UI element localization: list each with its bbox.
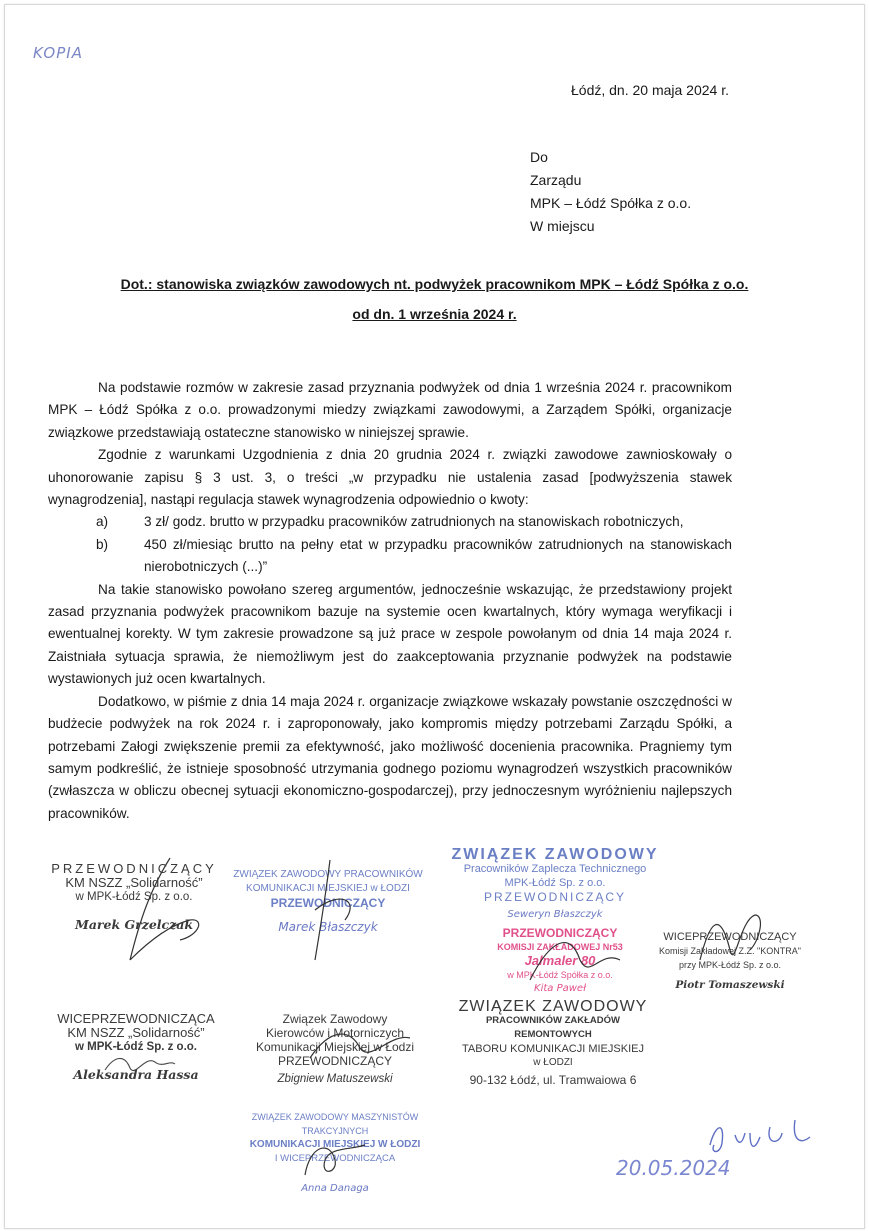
- stamp-line: PRZEWODNICZĄCY: [278, 1054, 392, 1068]
- stamp-line: KOMISJI ZAKŁADOWEJ Nr53: [497, 942, 623, 952]
- stamp-line: WICEPRZEWODNICZĄCA: [57, 1011, 215, 1026]
- date-line: Łódź, dn. 20 maja 2024 r.: [571, 82, 729, 98]
- stamp-line: KM NSZZ „Solidarność”: [65, 875, 203, 890]
- handwritten-signature: [110, 850, 220, 980]
- stamp-line: przy MPK-Łódź Sp. z o.o.: [678, 960, 782, 970]
- handwritten-signature: [680, 900, 780, 980]
- stamp-line: PRZEWODNICZĄCY: [502, 926, 618, 940]
- stamp-line: PRZEWODNICZĄCY: [484, 890, 626, 904]
- list-item: [48, 511, 732, 533]
- subject-line-2: od dn. 1 września 2024 r.: [352, 306, 517, 322]
- paragraph-2: Zgodnie z warunkami Uzgodnienia z dnia 20 grudnia 2024 r. związki zawodowe zawnioskowały o uhonorowanie zapisu § 3 ust. 3, o treści „w przypadku nie ustalenia zasad [podwyższenia stawek wynagrodzenia], nastąpi regulacja stawek wynagrodzenia odpowiednio o kwoty:: [48, 447, 732, 508]
- recipient-address: [530, 146, 691, 238]
- stamp-line: w MPK-Łódź Spółka z o.o.: [507, 970, 613, 980]
- handwritten-signature: [520, 920, 630, 1000]
- letter-body: [48, 377, 732, 825]
- paragraph-1: Na podstawie rozmów w zakresie zasad przyznania podwyżek od dnia 1 września 2024 r. pracownikom MPK – Łódź Spółka z o.o. prowadzonymi miedzy związkami zawodowymi, a Zarządem Spółki, organizacje związkowe przedstawiają ostateczne stanowisko w niniejszej sprawie.: [48, 380, 732, 440]
- stamp-line: WICEPRZEWODNICZĄCY: [663, 931, 797, 943]
- stamp-line: Komisji Zakładowej Z.Z. "KONTRA": [659, 946, 801, 956]
- stamp-line: ZWIĄZEK ZAWODOWY PRACOWNIKÓW: [233, 869, 423, 880]
- signatory-name: Marek Grzelczak: [74, 917, 194, 932]
- signatory-name: Zbigniew Matuszewski: [277, 1073, 393, 1085]
- received-initials: [700, 1115, 830, 1160]
- stamp-line: MPK-Łódź Sp. z o.o.: [504, 877, 606, 889]
- stamp-line: w ŁODZI: [533, 1057, 573, 1068]
- stamp-line: ZWIĄZEK ZAWODOWY MASZYNISTÓW TRAKCYJNYCH: [251, 1112, 419, 1136]
- address-line: Do: [530, 149, 548, 165]
- handwritten-signature: [290, 1135, 380, 1185]
- stamp-line: w MPK-Łódź Sp. z o.o.: [74, 1041, 197, 1053]
- copy-note: KOPIA: [33, 44, 83, 62]
- stamp-line: ZWIĄZEK ZAWODOWY: [451, 846, 659, 863]
- handwritten-signature: [100, 1050, 180, 1080]
- list-text: 450 zł/miesiąc brutto na pełny etat w przypadku pracowników zatrudnionych na stanowiskach nierobotniczych (...)”: [144, 536, 732, 575]
- paragraph-3: Na takie stanowisko powołano szereg argumentów, jednocześnie wskazując, że przedstawiony projekt zasad przyznania podwyżek pracownikom bazuje na systemie ocen kwartalnych, który wymaga weryfikacji i ewentualnej korekty. W tym zakresie prowadzone są już prace w zespole powołanym od dnia 14 maja 2024 r. Zaistniała sytuacja sprawia, że niemożliwym jest do zaakceptowania przyznanie podwyżek na podstawie wystawionych już ocen kwartalnych.: [48, 581, 732, 687]
- stamp-line: w MPK-Łódź Sp. z o.o.: [75, 891, 193, 903]
- handwritten-signature: [300, 850, 380, 970]
- list-item: [48, 534, 732, 579]
- subject-line-1: Dot.: stanowiska związków zawodowych nt. podwyżek pracownikom MPK – Łódź Spółka z o.o.: [120, 276, 749, 292]
- list-text: 3 zł/ godz. brutto w przypadku pracowników zatrudnionych na stanowiskach robotniczych,: [144, 514, 684, 530]
- signatory-name: Piotr Tomaszewski: [675, 979, 785, 991]
- signatory-name: Seweryn Błaszczyk: [507, 909, 603, 920]
- signatory-name: Anna Danaga: [301, 1183, 369, 1194]
- signatory-name: Kita Paweł: [534, 983, 586, 994]
- address-line: W miejscu: [530, 218, 595, 234]
- address-line: Zarządu: [530, 172, 582, 188]
- stamp-line: PRZEWODNICZĄCY: [51, 861, 217, 876]
- stamp-line: Pracowników Zaplecza Technicznego: [463, 863, 647, 875]
- address-line: MPK – Łódź Spółka z o.o.: [530, 195, 692, 211]
- stamp-line: Kierowców i Motorniczych: [265, 1026, 405, 1040]
- stamp-line: Komunikacji Miejskiej w Łodzi: [255, 1040, 415, 1054]
- stamp-line: Jalmaler 80: [524, 953, 596, 968]
- stamp-line: I WICEPRZEWODNICZĄCA: [274, 1153, 396, 1164]
- paragraph-4: Dodatkowo, w piśmie z dnia 14 maja 2024 r. organizacje związkowe wskazały powstanie oszczędności w budżecie podwyżek na rok 2024 r. i zaproponowały, jako kompromis między potrzebami Zarządu Spółki, a potrzebami Załogi zwiększenie premii za efektywność, jako możliwość docenienia pracownika. Pragniemy tym samym podkreślić, że istnieje sposobność utrzymania godnego poziomu wynagrodzeń wszystkich pracowników (zwłaszcza w obliczu obecnej sytuacji ekonomiczno-gospodarczej), przy jednoczesnym wyróżnieniu najlepszych pracowników.: [48, 693, 732, 821]
- stamp-line: TABORU KOMUNIKACJI MIEJSKIEJ: [462, 1043, 644, 1055]
- signature-stamp-3: [440, 848, 670, 922]
- stamp-line: 90-132 Łódź, ul. Tramwaiowa 6: [469, 1073, 637, 1087]
- stamp-line: PRZEWODNICZĄCY: [270, 896, 386, 910]
- stamp-line: PRACOWNIKÓW ZAKŁADÓW REMONTOWYCH: [485, 1015, 621, 1040]
- stamp-line: ZWIĄZEK ZAWODOWY: [458, 998, 648, 1015]
- signature-stamp-7: [448, 1000, 658, 1087]
- signatory-name: Marek Błaszczyk: [278, 920, 378, 934]
- handwritten-signature: [300, 1018, 420, 1068]
- list-marker: a): [96, 514, 109, 530]
- signatory-name: Aleksandra Hassa: [73, 1067, 199, 1082]
- list-marker: b): [96, 536, 109, 552]
- stamp-line: Związek Zawodowy: [282, 1012, 388, 1026]
- stamp-line: KOMUNIKACJI MIEJSKIEJ W ŁODZI: [249, 1139, 421, 1150]
- received-date: 20.05.2024: [616, 1156, 731, 1180]
- stamp-line: KM NSZZ „Solidarność”: [67, 1025, 205, 1040]
- stamp-line: KOMUNIKACJI MIEJSKIEJ w ŁODZI: [246, 883, 410, 894]
